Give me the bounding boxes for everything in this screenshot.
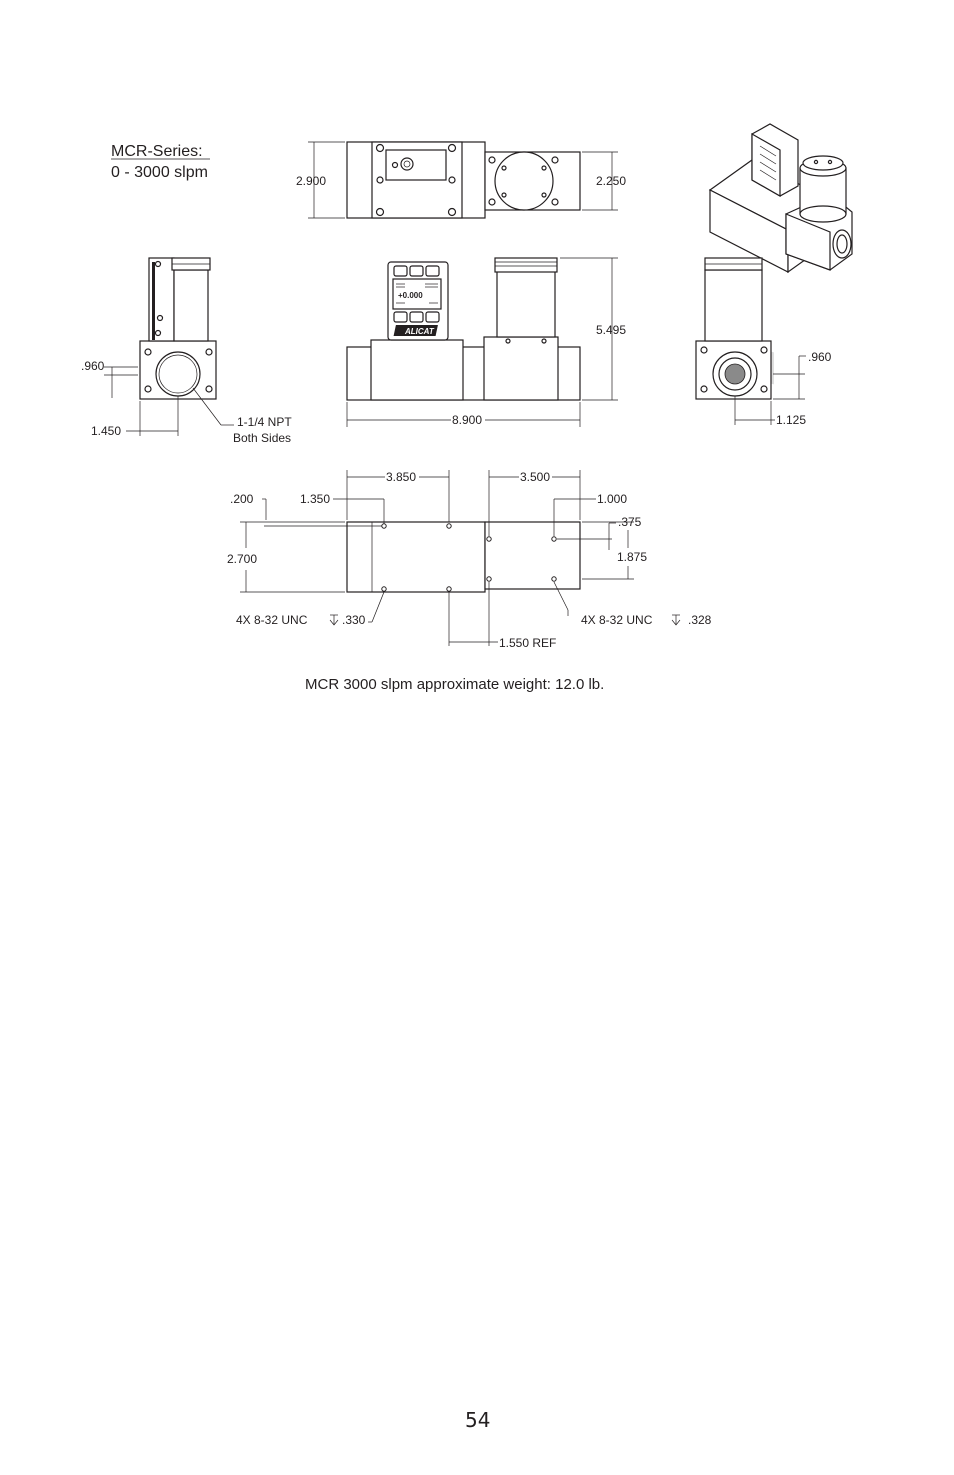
dim-front-length: 8.900 bbox=[452, 413, 483, 427]
right-view-valve bbox=[705, 270, 762, 341]
front-view-valve-block bbox=[484, 337, 558, 400]
top-view-valve-cap bbox=[495, 152, 553, 210]
dim-bottom-right-top: .375 bbox=[618, 515, 642, 529]
port-note-line1: 1-1/4 NPT bbox=[237, 415, 292, 429]
front-view bbox=[347, 258, 626, 427]
bottom-view-right-block bbox=[485, 522, 580, 589]
dim-top-valve-height: 2.250 bbox=[596, 174, 627, 188]
top-view bbox=[296, 142, 626, 218]
dim-bottom-right-inset: 1.000 bbox=[597, 492, 628, 506]
dim-right-port-offset: 1.125 bbox=[776, 413, 807, 427]
display-button-5 bbox=[410, 312, 423, 322]
dim-bottom-left-inset: 1.350 bbox=[300, 492, 331, 506]
display-button-4 bbox=[394, 312, 407, 322]
depth-arrow-icon bbox=[672, 615, 680, 625]
dim-right-port-height: .960 bbox=[808, 350, 832, 364]
dim-bottom-left-edge: .200 bbox=[230, 492, 254, 506]
left-side-view bbox=[81, 258, 292, 445]
dim-bottom-span-left: 3.850 bbox=[386, 470, 417, 484]
display-logo: ALICAT bbox=[405, 327, 434, 336]
left-view-valve bbox=[174, 270, 208, 341]
right-holes-note: 4X 8-32 UNC bbox=[581, 613, 653, 627]
bottom-view bbox=[227, 470, 712, 650]
display-button-6 bbox=[426, 312, 439, 322]
front-view-sensor-block bbox=[371, 340, 463, 400]
dim-bottom-span-right: 3.500 bbox=[520, 470, 551, 484]
series-label: MCR-Series: bbox=[111, 143, 203, 160]
dim-bottom-right-span: 1.875 bbox=[617, 550, 648, 564]
display-button-2 bbox=[410, 266, 423, 276]
weight-caption: MCR 3000 slpm approximate weight: 12.0 lb. bbox=[305, 676, 605, 693]
right-port-screen bbox=[725, 364, 745, 384]
range-label: 0 - 3000 slpm bbox=[111, 164, 208, 181]
bottom-view-left-block bbox=[347, 522, 485, 592]
display-button-3 bbox=[426, 266, 439, 276]
depth-arrow-icon bbox=[330, 615, 338, 625]
left-port bbox=[156, 352, 200, 396]
port-note-line2: Both Sides bbox=[233, 431, 292, 445]
display-button-1 bbox=[394, 266, 407, 276]
connector-icon bbox=[401, 158, 413, 170]
front-view-valve-coil bbox=[497, 270, 555, 337]
right-holes-depth: .328 bbox=[688, 613, 712, 627]
dim-gap-ref: 1.550 REF bbox=[499, 636, 557, 650]
page-number: 54 bbox=[465, 1408, 491, 1432]
dim-front-height: 5.495 bbox=[596, 323, 627, 337]
left-holes-note: 4X 8-32 UNC bbox=[236, 613, 308, 627]
right-side-view bbox=[696, 258, 832, 427]
dim-top-height: 2.900 bbox=[296, 174, 327, 188]
display-reading: +0.000 bbox=[398, 291, 423, 300]
dim-left-port-height: .960 bbox=[81, 359, 105, 373]
left-holes-depth: .330 bbox=[342, 613, 366, 627]
dim-bottom-width: 2.700 bbox=[227, 552, 258, 566]
dim-left-port-offset: 1.450 bbox=[91, 424, 122, 438]
